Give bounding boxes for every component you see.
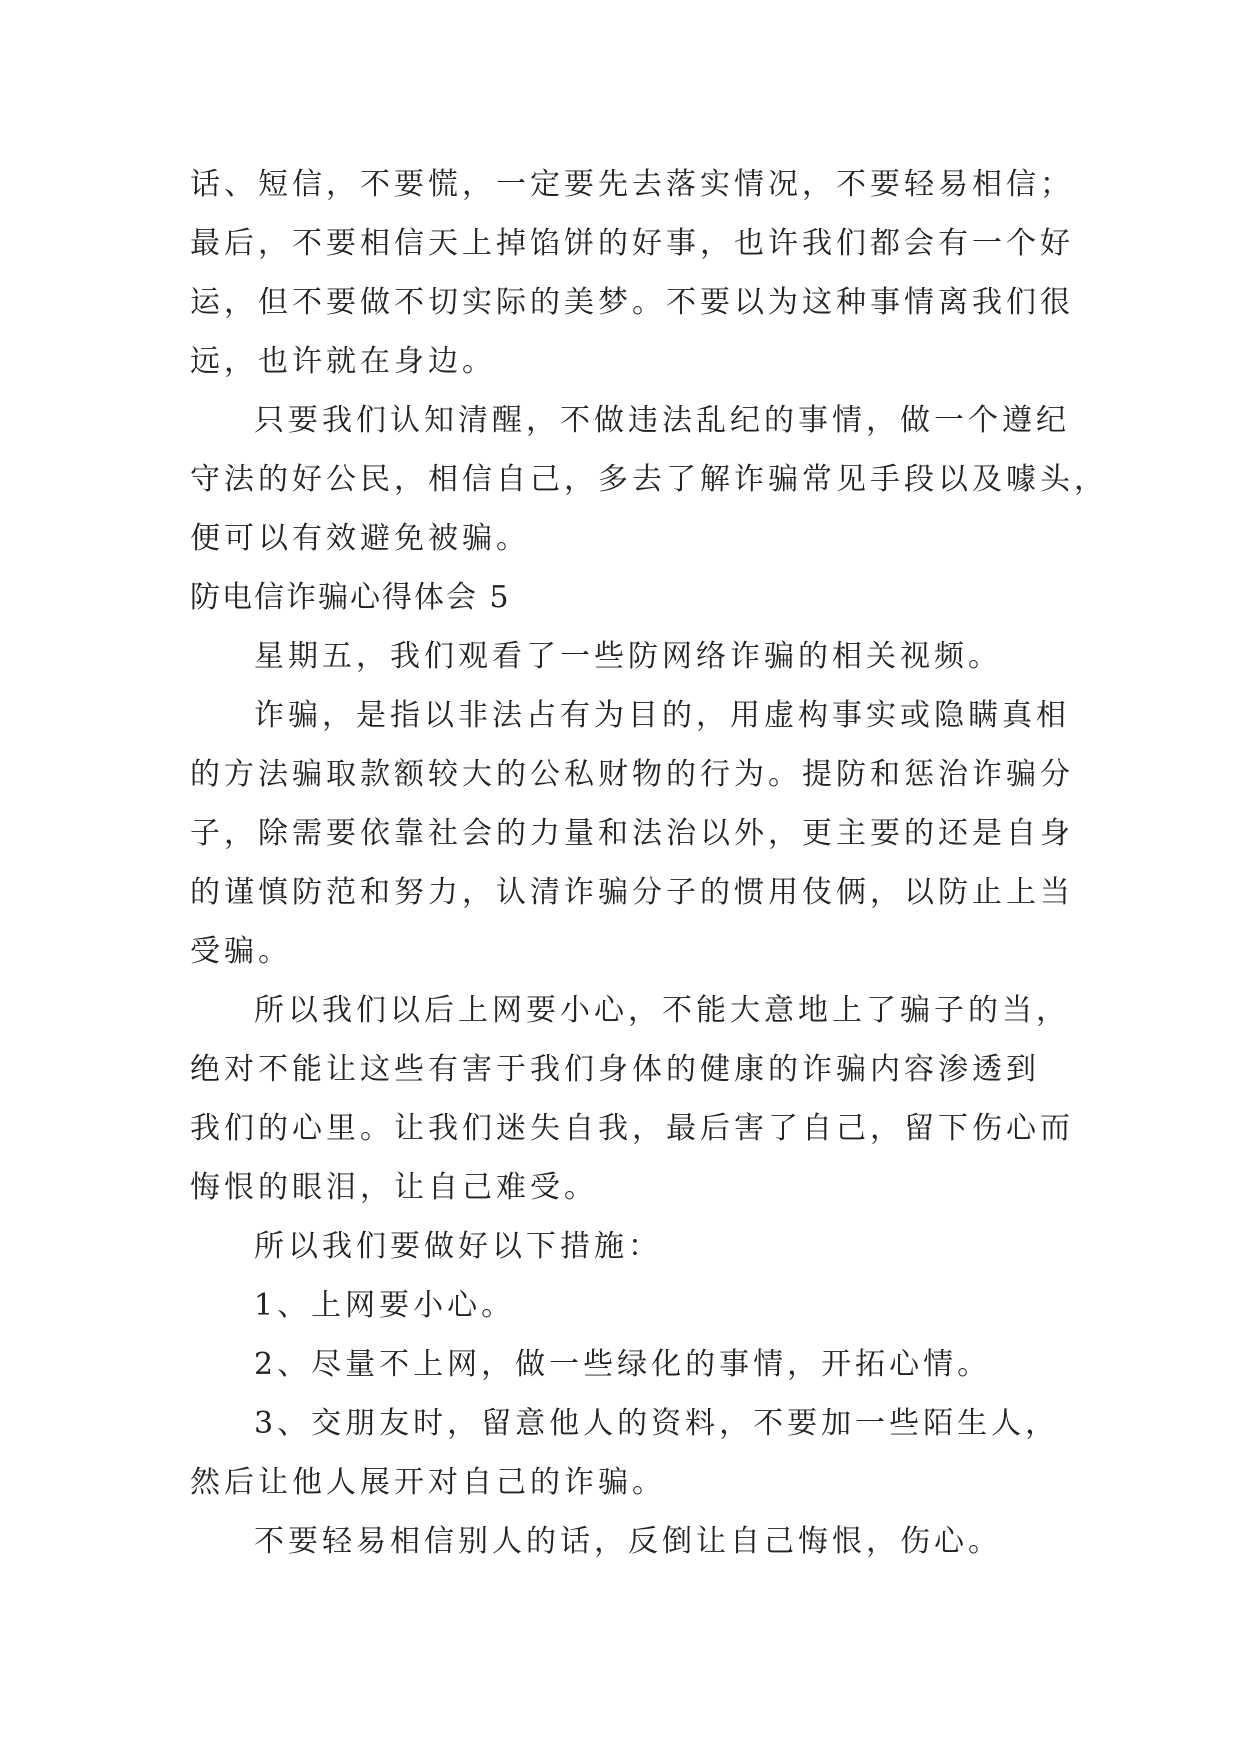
text-line: 不要轻易相信别人的话，反倒让自己悔恨，伤心。 <box>254 1524 1002 1559</box>
text-line: 便可以有效避免被骗。 <box>190 521 530 556</box>
text-line: 只要我们认知清醒，不做违法乱纪的事情，做一个遵纪 <box>254 403 1070 438</box>
text-line: 远，也许就在身边。 <box>190 344 496 379</box>
text-line: 我们的心里。让我们迷失自我，最后害了自己，留下伤心而 <box>190 1111 1074 1146</box>
text-line: 受骗。 <box>190 934 292 969</box>
text-line: 绝对不能让这些有害于我们身体的健康的诈骗内容渗透到 <box>190 1052 1040 1087</box>
section-heading: 防电信诈骗心得体会 5 <box>190 580 511 615</box>
text-line: 所以我们以后上网要小心，不能大意地上了骗子的当， <box>254 993 1070 1028</box>
list-item: 3、交朋友时，留意他人的资料，不要加一些陌生人， <box>254 1406 1060 1441</box>
text-line: 话、短信，不要慌，一定要先去落实情况，不要轻易相信； <box>190 167 1074 202</box>
text-line: 然后让他人展开对自己的诈骗。 <box>190 1465 666 1500</box>
text-line: 星期五，我们观看了一些防网络诈骗的相关视频。 <box>254 639 1002 674</box>
text-line: 所以我们要做好以下措施： <box>254 1229 662 1264</box>
text-line: 守法的好公民，相信自己，多去了解诈骗常见手段以及噱头， <box>190 462 1108 497</box>
text-line: 子，除需要依靠社会的力量和法治以外，更主要的还是自身 <box>190 816 1074 851</box>
document-body <box>190 155 1108 1571</box>
text-line: 的谨慎防范和努力，认清诈骗分子的惯用伎俩，以防止上当 <box>190 875 1074 910</box>
text-line: 悔恨的眼泪，让自己难受。 <box>190 1170 598 1205</box>
text-line: 运，但不要做不切实际的美梦。不要以为这种事情离我们很 <box>190 285 1074 320</box>
text-line: 最后，不要相信天上掉馅饼的好事，也许我们都会有一个好 <box>190 226 1074 261</box>
list-item: 1、上网要小心。 <box>254 1288 516 1323</box>
text-line: 诈骗，是指以非法占有为目的，用虚构事实或隐瞒真相 <box>254 698 1070 733</box>
list-item: 2、尽量不上网，做一些绿化的事情，开拓心情。 <box>254 1347 992 1382</box>
text-line: 的方法骗取款额较大的公私财物的行为。提防和惩治诈骗分 <box>190 757 1074 792</box>
